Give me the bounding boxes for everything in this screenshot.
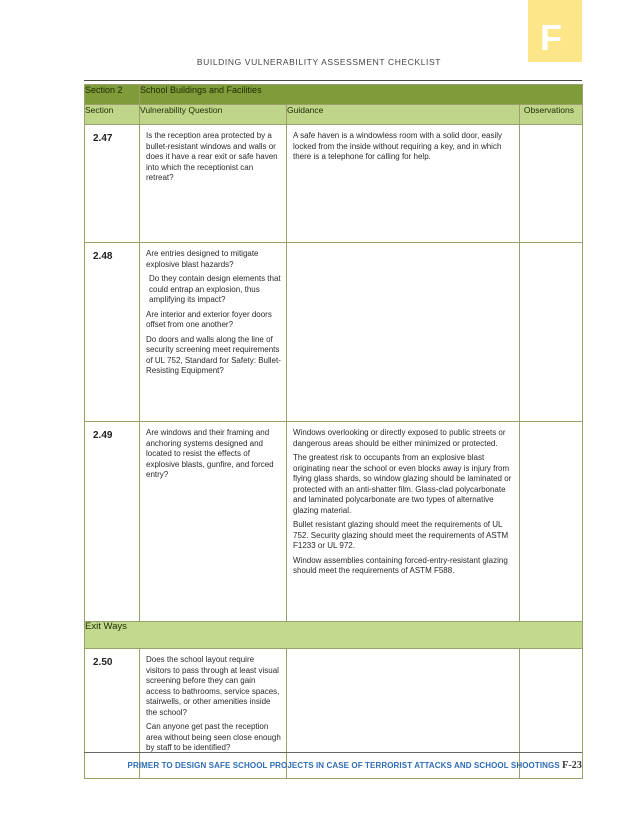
vulnerability-question bbox=[140, 422, 287, 622]
guidance-cell bbox=[287, 243, 520, 422]
row-number: 2.49 bbox=[85, 422, 140, 622]
section-header-row bbox=[85, 85, 583, 105]
question-text: Is the reception area protected by a bullet-resistant windows and walls or does it have a rear exit or safe haven into which the receptionist can retreat? bbox=[146, 131, 278, 182]
guidance-text: A safe haven is a windowless room with a solid door, easily locked from the inside without requiring a key, and in which there is a telephone for calling for help. bbox=[293, 131, 502, 161]
section-title: School Buildings and Facilities bbox=[140, 85, 583, 105]
observations-cell[interactable] bbox=[520, 243, 583, 422]
column-header-question: Vulnerability Question bbox=[140, 105, 287, 125]
observations-cell[interactable] bbox=[520, 125, 583, 243]
column-header-row bbox=[85, 105, 583, 125]
table-row bbox=[85, 243, 583, 422]
row-number: 2.47 bbox=[85, 125, 140, 243]
page-footer bbox=[84, 760, 582, 771]
question-text: Are windows and their framing and anchoring systems designed and located to resist the effects of explosive blasts, gunfire, and forced entry? bbox=[146, 428, 274, 479]
guidance-cell bbox=[287, 649, 520, 779]
row-number: 2.50 bbox=[85, 649, 140, 779]
question-text: Are interior and exterior foyer doors offset from one another? bbox=[146, 309, 272, 329]
question-text: Can anyone get past the reception area without being seen close enough by staff to be identified? bbox=[146, 722, 281, 752]
table-row bbox=[85, 125, 583, 243]
guidance-text: Bullet resistant glazing should meet the requirements of UL 752. Security glazing should meet the requirements of ASTM F1233 or UL 972. bbox=[293, 520, 509, 550]
guidance-text: The greatest risk to occupants from an explosive blast originating near the school or even blocks away is injury from flying glass shards, so window glazing should be laminated or protected with an anti-shatter film. Glass-clad polycarbonate and laminated polycarbonate are two types of alternative glazing material. bbox=[293, 453, 512, 515]
guidance-text: Window assemblies containing forced-entry-resistant glazing should meet the requirements of ASTM F588. bbox=[293, 555, 508, 575]
guidance-cell bbox=[287, 125, 520, 243]
vulnerability-question bbox=[140, 125, 287, 243]
column-header-guidance: Guidance bbox=[287, 105, 520, 125]
table-row bbox=[85, 422, 583, 622]
page-number: F-23 bbox=[562, 760, 582, 771]
table-row bbox=[85, 649, 583, 779]
section-label: Section 2 bbox=[85, 85, 140, 105]
checklist-table bbox=[84, 84, 583, 779]
column-header-observations: Observations bbox=[520, 105, 583, 125]
header-divider bbox=[84, 80, 582, 81]
observations-cell[interactable] bbox=[520, 422, 583, 622]
appendix-tab-letter: F bbox=[540, 17, 562, 58]
column-header-section: Section bbox=[85, 105, 140, 125]
question-text: Do doors and walls along the line of security screening meet requirements of UL 752, Standard for Safety: Bullet-Resisting Equipment? bbox=[146, 334, 281, 375]
question-text: Are entries designed to mitigate explosive blast hazards? bbox=[146, 249, 259, 269]
footer-divider bbox=[84, 752, 582, 753]
row-number: 2.48 bbox=[85, 243, 140, 422]
subsection-title: Exit Ways bbox=[85, 622, 583, 649]
question-text: Do they contain design elements that could entrap an explosion, thus amplifying its impact? bbox=[149, 274, 281, 304]
subsection-header-row bbox=[85, 622, 583, 649]
footer-title: PRIMER TO DESIGN SAFE SCHOOL PROJECTS IN CASE OF TERRORIST ATTACKS AND SCHOOL SHOOTINGS bbox=[127, 761, 560, 770]
vulnerability-question bbox=[140, 649, 287, 779]
guidance-cell bbox=[287, 422, 520, 622]
question-text: Does the school layout require visitors to pass through at least visual screening before they can gain access to bathrooms, service spaces, stairwells, or other amenities inside the school? bbox=[146, 655, 280, 717]
observations-cell[interactable] bbox=[520, 649, 583, 779]
document-header: BUILDING VULNERABILITY ASSESSMENT CHECKLIST bbox=[196, 57, 442, 67]
vulnerability-question bbox=[140, 243, 287, 422]
guidance-text: Windows overlooking or directly exposed to public streets or dangerous areas should be either minimized or protected. bbox=[293, 428, 506, 448]
